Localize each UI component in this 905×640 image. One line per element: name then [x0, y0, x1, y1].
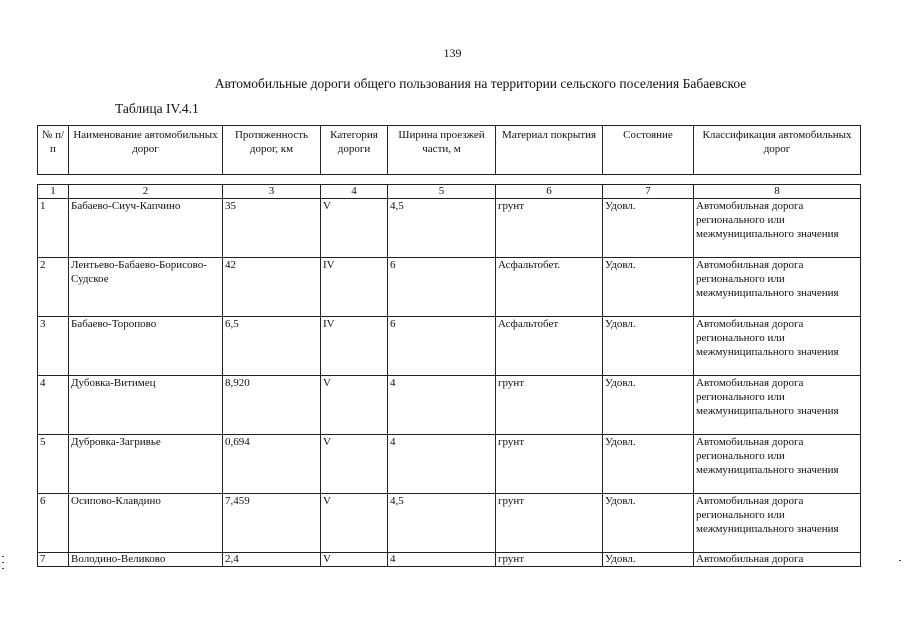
table-cell: 4 [388, 435, 496, 494]
table-row [38, 317, 861, 376]
column-number-row [38, 185, 861, 199]
table-cell: IV [321, 317, 388, 376]
table-header [38, 126, 861, 175]
header-spacer [38, 175, 861, 185]
header-cell: Категория дороги [321, 126, 388, 175]
column-number: 7 [603, 185, 694, 199]
margin-mark [2, 562, 4, 563]
table-cell: 4,5 [388, 494, 496, 553]
table-cell: Дубовка-Витимец [69, 376, 223, 435]
table-cell: 3 [38, 317, 69, 376]
table-cell: Бабаево-Сиуч-Капчино [69, 199, 223, 258]
table-cell: Автомобильная дорога регионального или межмуниципального значения [694, 435, 861, 494]
table-cell: V [321, 435, 388, 494]
page-number: 139 [443, 46, 462, 60]
table-cell: 6,5 [223, 317, 321, 376]
column-number: 3 [223, 185, 321, 199]
column-number: 6 [496, 185, 603, 199]
table-row [38, 553, 861, 567]
table-caption: Таблица IV.4.1 [115, 101, 199, 116]
table-cell: 4 [388, 376, 496, 435]
column-number: 5 [388, 185, 496, 199]
table-cell: 42 [223, 258, 321, 317]
table-cell: Осипово-Клавдино [69, 494, 223, 553]
table-cell: Автомобильная дорога регионального или межмуниципального значения [694, 258, 861, 317]
table-cell: 5 [38, 435, 69, 494]
table-cell: V [321, 376, 388, 435]
header-row [38, 126, 861, 175]
table-cell: Удовл. [603, 258, 694, 317]
margin-mark [2, 568, 4, 569]
table-cell: 1 [38, 199, 69, 258]
table-cell: грунт [496, 376, 603, 435]
table-cell: Лентьево-Бабаево-Борисово-Судское [69, 258, 223, 317]
table-cell: Удовл. [603, 494, 694, 553]
table-cell: 0,694 [223, 435, 321, 494]
table-cell: V [321, 494, 388, 553]
table-cell: грунт [496, 494, 603, 553]
table-cell: 8,920 [223, 376, 321, 435]
header-cell: Материал покрытия [496, 126, 603, 175]
column-number: 4 [321, 185, 388, 199]
table-cell: Автомобильная дорога регионального или межмуниципального значения [694, 376, 861, 435]
table-cell: Удовл. [603, 317, 694, 376]
table-cell: 4,5 [388, 199, 496, 258]
spacer-cell [38, 175, 861, 185]
table-cell: 7,459 [223, 494, 321, 553]
table-cell: грунт [496, 435, 603, 494]
header-cell: Ширина проезжей части, м [388, 126, 496, 175]
header-cell: Состояние [603, 126, 694, 175]
table-cell: Удовл. [603, 553, 694, 567]
table-row [38, 494, 861, 553]
table-cell: грунт [496, 553, 603, 567]
document-title: Автомобильные дороги общего пользования на территории сельского поселения Бабаевское [214, 76, 747, 91]
table-cell: Асфальтобет [496, 317, 603, 376]
roads-table [37, 125, 861, 567]
table-cell: 6 [388, 317, 496, 376]
table-cell: Удовл. [603, 376, 694, 435]
table-cell: Дубровка-Загривье [69, 435, 223, 494]
table-cell: 2 [38, 258, 69, 317]
table-cell: Автомобильная дорога [694, 553, 861, 567]
header-cell: Наименование автомобильных дорог [69, 126, 223, 175]
table-cell: 4 [388, 553, 496, 567]
table-row [38, 199, 861, 258]
table-cell: 4 [38, 376, 69, 435]
table-cell: Бабаево-Торопово [69, 317, 223, 376]
margin-mark [2, 556, 4, 557]
table-cell: 2,4 [223, 553, 321, 567]
header-cell: Классификация автомобильных дорог [694, 126, 861, 175]
header-cell: Протяженность дорог, км [223, 126, 321, 175]
table-row [38, 376, 861, 435]
table-cell: IV [321, 258, 388, 317]
table-cell: Автомобильная дорога регионального или межмуниципального значения [694, 494, 861, 553]
column-number: 8 [694, 185, 861, 199]
table-cell: Асфальтобет. [496, 258, 603, 317]
table-cell: V [321, 553, 388, 567]
table-cell: Удовл. [603, 199, 694, 258]
column-number: 2 [69, 185, 223, 199]
table-row [38, 435, 861, 494]
table-cell: V [321, 199, 388, 258]
table-cell: Автомобильная дорога регионального или межмуниципального значения [694, 317, 861, 376]
table-cell: 35 [223, 199, 321, 258]
table-row [38, 258, 861, 317]
table-cell: Автомобильная дорога регионального или межмуниципального значения [694, 199, 861, 258]
table-cell: 6 [38, 494, 69, 553]
table-cell: Володино-Великово [69, 553, 223, 567]
table-cell: грунт [496, 199, 603, 258]
table-body [38, 175, 861, 567]
table-cell: 6 [388, 258, 496, 317]
column-number: 1 [38, 185, 69, 199]
table-cell: Удовл. [603, 435, 694, 494]
margin-mark [899, 560, 901, 561]
table-cell: 7 [38, 553, 69, 567]
header-cell: № п/п [38, 126, 69, 175]
